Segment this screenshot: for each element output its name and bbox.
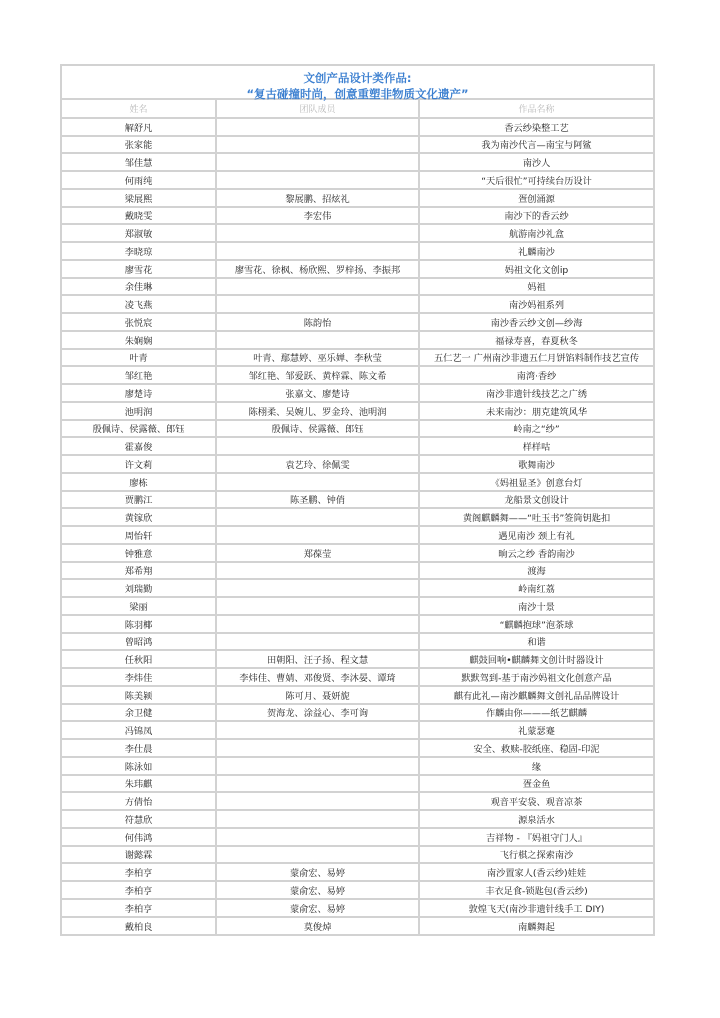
cell-work-title: 麒鼓回响•麒麟舞文创计时器设计 (419, 650, 653, 668)
cell-team-members (216, 828, 419, 846)
table-row (62, 597, 653, 615)
cell-team-members: 张嘉文、廖楚诗 (216, 384, 419, 402)
cell-name: 陈美颍 (62, 686, 216, 704)
cell-name: 邹红艳 (62, 366, 216, 384)
works-table (62, 100, 653, 934)
cell-name: 钟雅意 (62, 544, 216, 562)
cell-team-members (216, 437, 419, 455)
cell-name: 冯锦凤 (62, 721, 216, 739)
cell-work-title: 香云纱染整工艺 (419, 118, 653, 136)
cell-work-title: 礼蒙瑟蹇 (419, 721, 653, 739)
cell-team-members (216, 792, 419, 810)
cell-team-members: 莫俊焯 (216, 917, 419, 935)
cell-team-members: 邹红艳、邹爱跃、黄梓霖、陈文希 (216, 366, 419, 384)
cell-name: 廖雪花 (62, 260, 216, 278)
table-row (62, 721, 653, 739)
cell-name: 池明润 (62, 402, 216, 420)
cell-work-title: 南沙人 (419, 153, 653, 171)
header-team-members: 团队成员 (216, 100, 419, 118)
header-work-title: 作品名称 (419, 100, 653, 118)
cell-work-title: 航游南沙礼盒 (419, 224, 653, 242)
cell-name: 霍嘉俊 (62, 437, 216, 455)
cell-name: 何雨纯 (62, 171, 216, 189)
cell-work-title: 未来南沙：朋克建筑风华 (419, 402, 653, 420)
cell-work-title: “天后很忙”可持续台历设计 (419, 171, 653, 189)
cell-team-members: 蒙俞宏、易婷 (216, 881, 419, 899)
table-row (62, 384, 653, 402)
cell-name: 廖栋 (62, 473, 216, 491)
table-row (62, 899, 653, 917)
cell-work-title: 岭南之“纱” (419, 420, 653, 438)
cell-name: 李炜佳 (62, 668, 216, 686)
table-row (62, 313, 653, 331)
cell-work-title: 南沙十景 (419, 597, 653, 615)
table-row (62, 739, 653, 757)
cell-name: 周怡轩 (62, 526, 216, 544)
table-row (62, 881, 653, 899)
cell-work-title: 黄阁麒麟舞——“吐玉书”签筒钥匙扣 (419, 508, 653, 526)
cell-team-members (216, 562, 419, 580)
cell-work-title: 我为南沙代言—南宝与阿鲨 (419, 136, 653, 154)
cell-team-members (216, 508, 419, 526)
table-row (62, 118, 653, 136)
cell-team-members: 廖雪花、徐枫、杨欣熙、罗梓扬、李振邦 (216, 260, 419, 278)
table-row (62, 171, 653, 189)
table-row (62, 650, 653, 668)
cell-name: 凌飞燕 (62, 295, 216, 313)
cell-work-title: 丰衣足食-锁匙包(香云纱) (419, 881, 653, 899)
cell-work-title: 疍金鱼 (419, 775, 653, 793)
cell-team-members: 陈可月、聂妍旎 (216, 686, 419, 704)
title-line-2: “复古碰撞时尚，创意重塑非物质文化遗产” (246, 87, 469, 101)
cell-team-members: 李炜佳、曹婧、邓俊贤、李沐晏、谭琦 (216, 668, 419, 686)
cell-work-title: 飞行棋之探索南沙 (419, 846, 653, 864)
cell-team-members: 黎展鹏、招炫礼 (216, 189, 419, 207)
cell-work-title: 南湾·香纱 (419, 366, 653, 384)
cell-team-members: 陈栩柔、吴婉儿、罗金玲、池明润 (216, 402, 419, 420)
cell-team-members (216, 526, 419, 544)
cell-team-members: 贺海龙、涂益心、李可询 (216, 704, 419, 722)
cell-work-title: 妈祖文化文创ip (419, 260, 653, 278)
table-row (62, 508, 653, 526)
cell-team-members (216, 331, 419, 349)
table-row (62, 402, 653, 420)
cell-team-members (216, 775, 419, 793)
cell-name: 郑淑敏 (62, 224, 216, 242)
cell-name: 朱玮麒 (62, 775, 216, 793)
cell-team-members: 李宏伟 (216, 207, 419, 225)
cell-team-members (216, 757, 419, 775)
cell-name: 梁丽 (62, 597, 216, 615)
cell-work-title: 敦煌飞天(南沙非遗针线手工 DIY) (419, 899, 653, 917)
cell-work-title: 疍创涌源 (419, 189, 653, 207)
table-row (62, 473, 653, 491)
cell-name: 符慧欣 (62, 810, 216, 828)
cell-team-members: 蒙俞宏、易婷 (216, 899, 419, 917)
table-row (62, 686, 653, 704)
cell-work-title: 默默驾到-基于南沙妈祖文化创意产品 (419, 668, 653, 686)
table-row (62, 757, 653, 775)
table-row (62, 224, 653, 242)
table-row (62, 579, 653, 597)
cell-name: 张悦宸 (62, 313, 216, 331)
cell-name: 许文莉 (62, 455, 216, 473)
cell-work-title: 渡海 (419, 562, 653, 580)
table-row (62, 153, 653, 171)
cell-name: 廖楚诗 (62, 384, 216, 402)
cell-work-title: 遇见南沙 颈上有礼 (419, 526, 653, 544)
cell-name: 贾鹏江 (62, 491, 216, 509)
table-row (62, 562, 653, 580)
cell-team-members: 田朝阳、汪子扬、程文慧 (216, 650, 419, 668)
cell-team-members (216, 171, 419, 189)
cell-name: 李柏亨 (62, 863, 216, 881)
cell-work-title: 龙船景文创设计 (419, 491, 653, 509)
cell-work-title: 观音平安袋、观音凉茶 (419, 792, 653, 810)
cell-work-title: 五仁艺一 广州南沙非遗五仁月饼馅料制作技艺宣传 (419, 349, 653, 367)
cell-work-title: 作麟由你———纸艺麒麟 (419, 704, 653, 722)
table-row (62, 331, 653, 349)
cell-name: 朱娴娴 (62, 331, 216, 349)
table-row (62, 668, 653, 686)
cell-team-members: 郑葆莹 (216, 544, 419, 562)
cell-team-members (216, 633, 419, 651)
cell-work-title: 礼麟南沙 (419, 242, 653, 260)
cell-work-title: 福禄寿喜，春夏秋冬 (419, 331, 653, 349)
cell-team-members (216, 136, 419, 154)
table-row (62, 260, 653, 278)
table-row (62, 437, 653, 455)
table-row (62, 207, 653, 225)
table-row (62, 526, 653, 544)
cell-work-title: 吉祥物 - 『妈祖守门人』 (419, 828, 653, 846)
cell-name: 谢懿霖 (62, 846, 216, 864)
table-row (62, 295, 653, 313)
cell-name: 解舒凡 (62, 118, 216, 136)
cell-name: 余佳琳 (62, 278, 216, 296)
header-name: 姓名 (62, 100, 216, 118)
cell-work-title: 晌云之纱 香韵南沙 (419, 544, 653, 562)
cell-team-members (216, 224, 419, 242)
table-row (62, 455, 653, 473)
title-line-1: 文创产品设计类作品: (303, 71, 412, 85)
cell-name: 殷佩诗、侯露薇、郎钰 (62, 420, 216, 438)
cell-team-members (216, 846, 419, 864)
cell-team-members (216, 153, 419, 171)
table-row (62, 544, 653, 562)
cell-name: 梁展熙 (62, 189, 216, 207)
cell-name: 何伟鸿 (62, 828, 216, 846)
table-row (62, 810, 653, 828)
cell-team-members (216, 739, 419, 757)
cell-name: 曾昭鸿 (62, 633, 216, 651)
cell-work-title: 南沙非遗针线技艺之广绣 (419, 384, 653, 402)
cell-name: 任秋阳 (62, 650, 216, 668)
cell-name: 叶青 (62, 349, 216, 367)
cell-work-title: 麒有此礼—南沙麒麟舞文创礼品品牌设计 (419, 686, 653, 704)
cell-name: 余卫健 (62, 704, 216, 722)
cell-team-members: 蒙俞宏、易婷 (216, 863, 419, 881)
table-row (62, 420, 653, 438)
cell-name: 刘瑞勤 (62, 579, 216, 597)
cell-team-members (216, 242, 419, 260)
table-row (62, 704, 653, 722)
cell-work-title: 和谐 (419, 633, 653, 651)
cell-team-members (216, 721, 419, 739)
cell-team-members (216, 118, 419, 136)
table-row (62, 366, 653, 384)
cell-name: 李柏亨 (62, 899, 216, 917)
cell-team-members: 袁艺玲、徐佩雯 (216, 455, 419, 473)
table-row (62, 189, 653, 207)
table-row (62, 917, 653, 935)
cell-name: 张家能 (62, 136, 216, 154)
table-row (62, 615, 653, 633)
cell-name: 方倩怡 (62, 792, 216, 810)
cell-team-members: 叶青、鄢慧婷、巫乐婵、李秋莹 (216, 349, 419, 367)
cell-name: 陈羽椰 (62, 615, 216, 633)
table-row (62, 278, 653, 296)
cell-name: 戴晓雯 (62, 207, 216, 225)
cell-team-members (216, 473, 419, 491)
cell-work-title: 南沙妈祖系列 (419, 295, 653, 313)
cell-team-members (216, 597, 419, 615)
cell-name: 李晓琼 (62, 242, 216, 260)
cell-team-members (216, 278, 419, 296)
table-row (62, 242, 653, 260)
cell-name: 郑希翔 (62, 562, 216, 580)
cell-name: 陈泳如 (62, 757, 216, 775)
cell-name: 邹佳慧 (62, 153, 216, 171)
cell-team-members: 殷佩诗、侯露薇、郎钰 (216, 420, 419, 438)
cell-name: 李仕晨 (62, 739, 216, 757)
table-row (62, 863, 653, 881)
cell-team-members: 陈圣鹏、钟俏 (216, 491, 419, 509)
document-table-sheet (60, 64, 655, 936)
table-row (62, 349, 653, 367)
cell-team-members (216, 579, 419, 597)
cell-work-title: 南沙置家人(香云纱)娃娃 (419, 863, 653, 881)
cell-name: 戴柏良 (62, 917, 216, 935)
cell-work-title: 南沙香云纱文创—纱海 (419, 313, 653, 331)
table-row (62, 633, 653, 651)
table-row (62, 775, 653, 793)
cell-work-title: 安全、救赎-胶纸座、稳固-印泥 (419, 739, 653, 757)
cell-team-members (216, 295, 419, 313)
cell-work-title: 妈祖 (419, 278, 653, 296)
table-row (62, 792, 653, 810)
cell-work-title: 岭南红荔 (419, 579, 653, 597)
cell-work-title: 样样咕 (419, 437, 653, 455)
cell-name: 黄镓欣 (62, 508, 216, 526)
cell-work-title: “麒麟抱球”泡茶球 (419, 615, 653, 633)
cell-name: 李柏亨 (62, 881, 216, 899)
cell-team-members (216, 615, 419, 633)
table-header-row (62, 100, 653, 118)
cell-work-title: 缘 (419, 757, 653, 775)
table-row (62, 491, 653, 509)
cell-work-title: 南沙下的香云纱 (419, 207, 653, 225)
cell-work-title: 《妈祖显圣》创意台灯 (419, 473, 653, 491)
cell-work-title: 源泉活水 (419, 810, 653, 828)
table-row (62, 846, 653, 864)
table-row (62, 828, 653, 846)
cell-work-title: 南麟舞起 (419, 917, 653, 935)
document-title (62, 66, 653, 100)
cell-team-members: 陈韵怡 (216, 313, 419, 331)
table-row (62, 136, 653, 154)
cell-team-members (216, 810, 419, 828)
cell-work-title: 歌舞南沙 (419, 455, 653, 473)
table-body (62, 118, 653, 935)
